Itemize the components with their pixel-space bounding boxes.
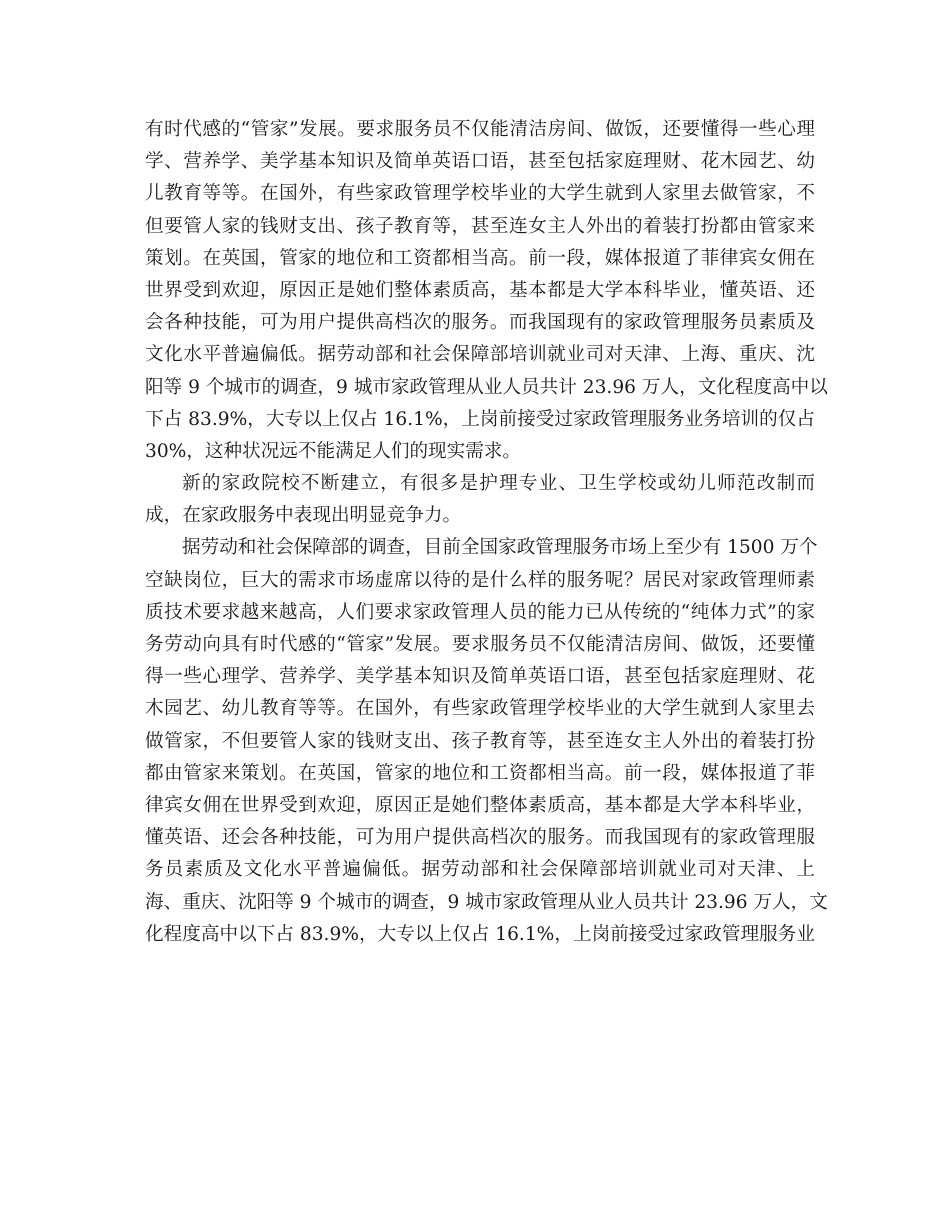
document-body [145,114,828,951]
text-line: 新的家政院校不断建立，有很多是护理专业、卫生学校或幼儿师范改制而 [182,473,815,495]
text-line: 空缺岗位，巨大的需求市场虚席以待的是什么样的服务呢？居民对家政管理师素 [145,569,815,591]
paragraph [145,468,815,532]
text-line: 木园艺、幼儿教育等等。在国外，有些家政管理学校毕业的大学生就到人家里去 [145,698,815,720]
text-line: 阳等 9 个城市的调查，9 城市家政管理从业人员共计 23.96 万人，文化程度高中以 [145,376,828,398]
text-line: 律宾女佣在世界受到欢迎，原因正是她们整体素质高，基本都是大学本科毕业， [145,794,815,816]
text-line: 懂英语、还会各种技能，可为用户提供高档次的服务。而我国现有的家政管理服 [145,827,815,849]
text-line: 务员素质及文化水平普遍偏低。据劳动部和社会保障部培训就业司对天津、上 [145,859,815,881]
text-line: 文化水平普遍偏低。据劳动部和社会保障部培训就业司对天津、上海、重庆、沈 [145,344,815,366]
text-line: 世界受到欢迎，原因正是她们整体素质高，基本都是大学本科毕业，懂英语、还 [145,279,815,301]
text-line: 但要管人家的钱财支出、孩子教育等，甚至连女主人外出的着装打扮都由管家来 [145,215,815,237]
text-line: 得一些心理学、营养学、美学基本知识及简单英语口语，甚至包括家庭理财、花 [145,666,815,688]
text-line: 有时代感的“管家”发展。要求服务员不仅能清洁房间、做饭，还要懂得一些心理 [145,119,815,140]
text-line: 务劳动向具有时代感的“管家”发展。要求服务员不仅能清洁房间、做饭，还要懂 [145,634,815,655]
text-line: 会各种技能，可为用户提供高档次的服务。而我国现有的家政管理服务员素质及 [145,312,815,334]
paragraph [145,114,828,468]
text-line: 质技术要求越来越高，人们要求家政管理人员的能力已从传统的“纯体力式”的家 [145,601,815,623]
text-line: 儿教育等等。在国外，有些家政管理学校毕业的大学生就到人家里去做管家，不 [145,183,815,205]
text-line: 据劳动和社会保障部的调查，目前全国家政管理服务市场上至少有 1500 万个 [182,537,818,559]
text-line: 海、重庆、沈阳等 9 个城市的调查，9 城市家政管理从业人员共计 23.96 万人，文 [145,891,828,913]
paragraph [145,532,828,950]
text-line: 化程度高中以下占 83.9%，大专以上仅占 16.1%，上岗前接受过家政管理服务业 [145,923,815,945]
text-line: 学、营养学、美学基本知识及简单英语口语，甚至包括家庭理财、花木园艺、幼 [145,151,815,173]
text-line: 做管家，不但要管人家的钱财支出、孩子教育等，甚至连女主人外出的着装打扮 [145,730,815,752]
text-line: 成，在家政服务中表现出明显竞争力。 [145,505,462,527]
text-line: 30%，这种状况远不能满足人们的现实需求。 [145,440,522,462]
text-line: 下占 83.9%，大专以上仅占 16.1%，上岗前接受过家政管理服务业务培训的仅占 [145,408,815,430]
text-line: 策划。在英国，管家的地位和工资都相当高。前一段，媒体报道了菲律宾女佣在 [145,247,815,269]
text-line: 都由管家来策划。在英国，管家的地位和工资都相当高。前一段，媒体报道了菲 [145,762,815,784]
